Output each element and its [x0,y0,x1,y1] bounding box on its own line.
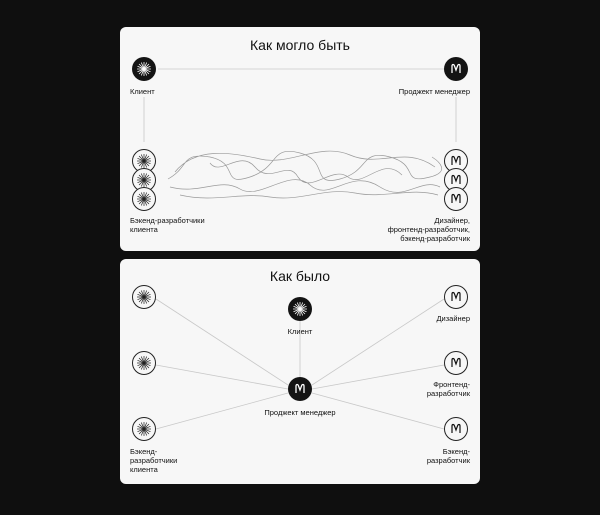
frontend-node [444,351,468,375]
backend-node [444,417,468,441]
tangled-scribble [168,151,442,198]
card-could-have-been [120,27,480,251]
m-logo-icon [445,352,467,374]
team-label: Дизайнер, фронтенд-разработчик, бэкенд-разработчик [387,216,470,243]
frontend-label: Фронтенд- разработчик [426,380,470,398]
starburst-icon [133,352,155,374]
card-how-it-was [120,259,480,484]
starburst-icon [133,418,155,440]
starburst-icon [133,188,155,210]
card-title: Как было [269,268,331,284]
client-label: Клиент [130,87,155,96]
m-logo-icon [288,377,312,401]
client-backend-node-3 [132,417,156,441]
team-node-3 [444,187,468,211]
m-logo-icon [445,286,467,308]
client-node [288,297,312,321]
designer-label: Дизайнер [436,314,470,323]
client-backend-node-3 [132,187,156,211]
client-backend-node-1 [132,285,156,309]
m-logo-icon [445,188,467,210]
pm-node [288,377,312,401]
client-backend-label: Бэкенд- разработчики клиента [130,447,178,474]
pm-label: Проджект менеджер [264,408,336,417]
client-label: Клиент [287,327,313,336]
pm-node [444,57,468,81]
designer-node [444,285,468,309]
card-title: Как могло быть [250,37,350,53]
m-logo-icon [444,57,468,81]
starburst-icon [288,297,312,321]
pm-label: Проджект менеджер [398,87,470,96]
m-logo-icon [445,418,467,440]
client-node [132,57,156,81]
backend-label: Бэкенд- разработчик [426,447,470,465]
client-backend-label: Бэкенд-разработчики клиента [130,216,205,234]
client-backend-node-2 [132,351,156,375]
starburst-icon [132,57,156,81]
starburst-icon [133,286,155,308]
